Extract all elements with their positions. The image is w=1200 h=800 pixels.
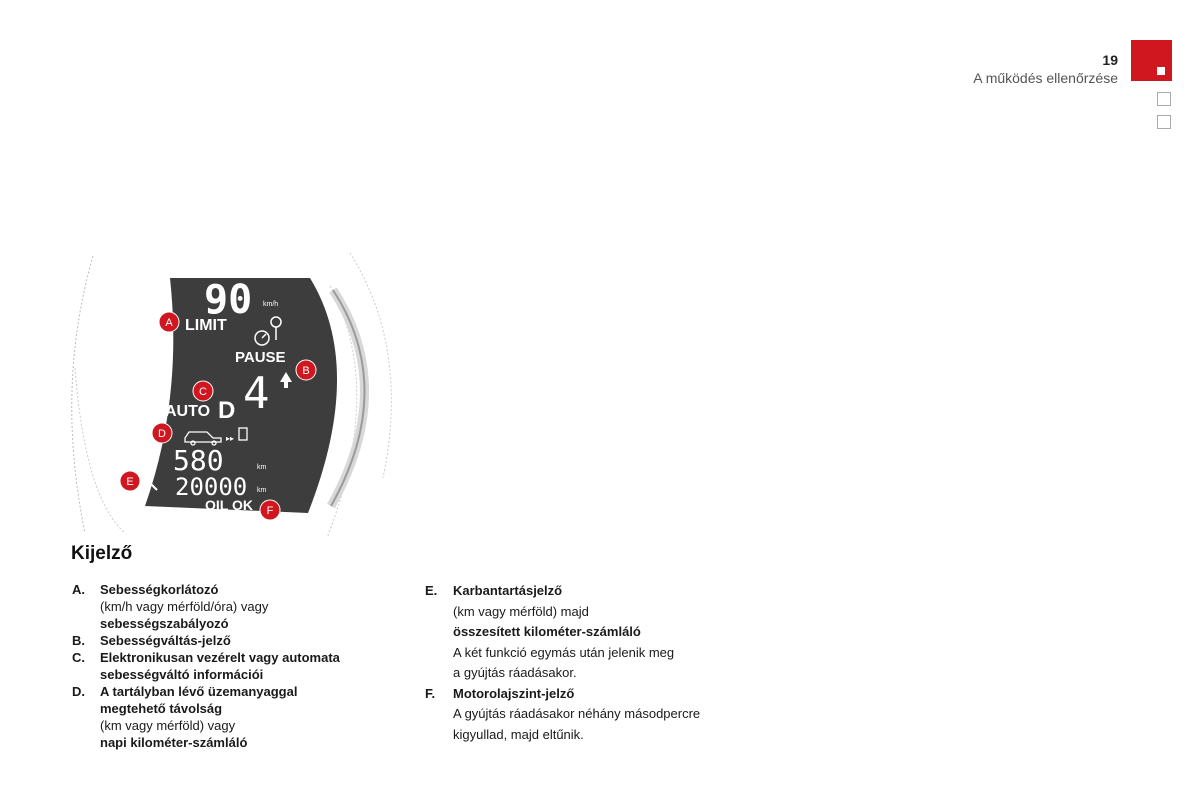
svg-text:E: E	[126, 476, 134, 488]
marker-d	[152, 423, 172, 443]
svg-text:A: A	[165, 317, 173, 329]
marker-c	[193, 381, 213, 401]
legend-line: A tartályban lévő üzemanyaggal	[100, 684, 298, 699]
odometer-value: 20000	[175, 473, 248, 501]
arrows-icon: ▸▸	[226, 434, 235, 443]
legend-letter: A.	[72, 582, 85, 597]
legend-right	[425, 581, 785, 745]
section-tab-active[interactable]	[1131, 40, 1172, 81]
section-tab-3[interactable]	[1157, 115, 1171, 129]
legend-item	[72, 649, 412, 683]
marker-a	[159, 312, 179, 332]
section-title: A működés ellenőrzése	[973, 70, 1118, 86]
legend-letter: B.	[72, 633, 85, 648]
gear-value: 4	[243, 368, 270, 419]
svg-text:F: F	[266, 505, 274, 517]
legend-item	[425, 684, 785, 746]
legend-line: Sebességváltás-jelző	[100, 633, 231, 648]
legend-line: (km/h vagy mérföld/óra) vagy	[100, 599, 269, 614]
legend-line: Motorolajszint-jelző	[453, 685, 575, 701]
legend-line: megtehető távolság	[100, 701, 223, 716]
svg-text:C: C	[199, 386, 207, 398]
section-heading: Kijelző	[71, 543, 133, 564]
drive-label: D	[218, 397, 236, 424]
section-tab-2[interactable]	[1157, 92, 1171, 106]
svg-text:D: D	[158, 428, 166, 440]
marker-b	[296, 360, 316, 380]
legend-letter: E.	[425, 583, 438, 598]
legend-line: Karbantartásjelző	[453, 583, 563, 598]
legend-line: a gyújtás ráadásakor.	[453, 665, 577, 680]
range-value: 580	[173, 444, 224, 477]
legend-item	[72, 632, 412, 649]
speed-unit: km/h	[263, 301, 279, 308]
marker-e	[120, 471, 140, 491]
marker-f	[260, 500, 280, 520]
legend-line: (km vagy mérföld) majd	[453, 603, 589, 619]
legend-letter: F.	[425, 685, 436, 701]
odometer-unit: km	[257, 487, 267, 494]
pause-label: PAUSE	[235, 349, 286, 366]
legend-line: sebességszabályozó	[100, 616, 229, 631]
legend-line: Elektronikusan vezérelt vagy automata	[100, 650, 340, 665]
legend-item	[425, 581, 785, 684]
auto-label: AUTO	[165, 403, 211, 420]
range-unit: km	[257, 464, 267, 471]
legend-item	[72, 581, 412, 632]
limit-label: LIMIT	[185, 317, 227, 334]
instrument-display-figure	[65, 248, 405, 538]
legend-line: sebességváltó információi	[100, 667, 264, 682]
page-number: 19	[1102, 52, 1118, 68]
oil-label: OIL OK	[205, 497, 253, 513]
legend-line: Sebességkorlátozó	[100, 582, 219, 597]
legend-line: napi kilométer-számláló	[100, 735, 248, 750]
legend-letter: D.	[72, 684, 85, 699]
speed-value: 90	[204, 277, 253, 323]
svg-text:B: B	[302, 365, 310, 377]
legend-line: A két funkció egymás után jelenik meg	[453, 644, 675, 660]
legend-left	[72, 581, 412, 751]
legend-item	[72, 683, 412, 751]
legend-line: (km vagy mérföld) vagy	[100, 718, 236, 733]
legend-line: A gyújtás ráadásakor néhány másodpercre	[453, 706, 701, 721]
legend-line: összesített kilométer-számláló	[453, 624, 641, 639]
legend-line: kigyullad, majd eltűnik.	[453, 726, 584, 742]
legend-letter: C.	[72, 650, 85, 665]
